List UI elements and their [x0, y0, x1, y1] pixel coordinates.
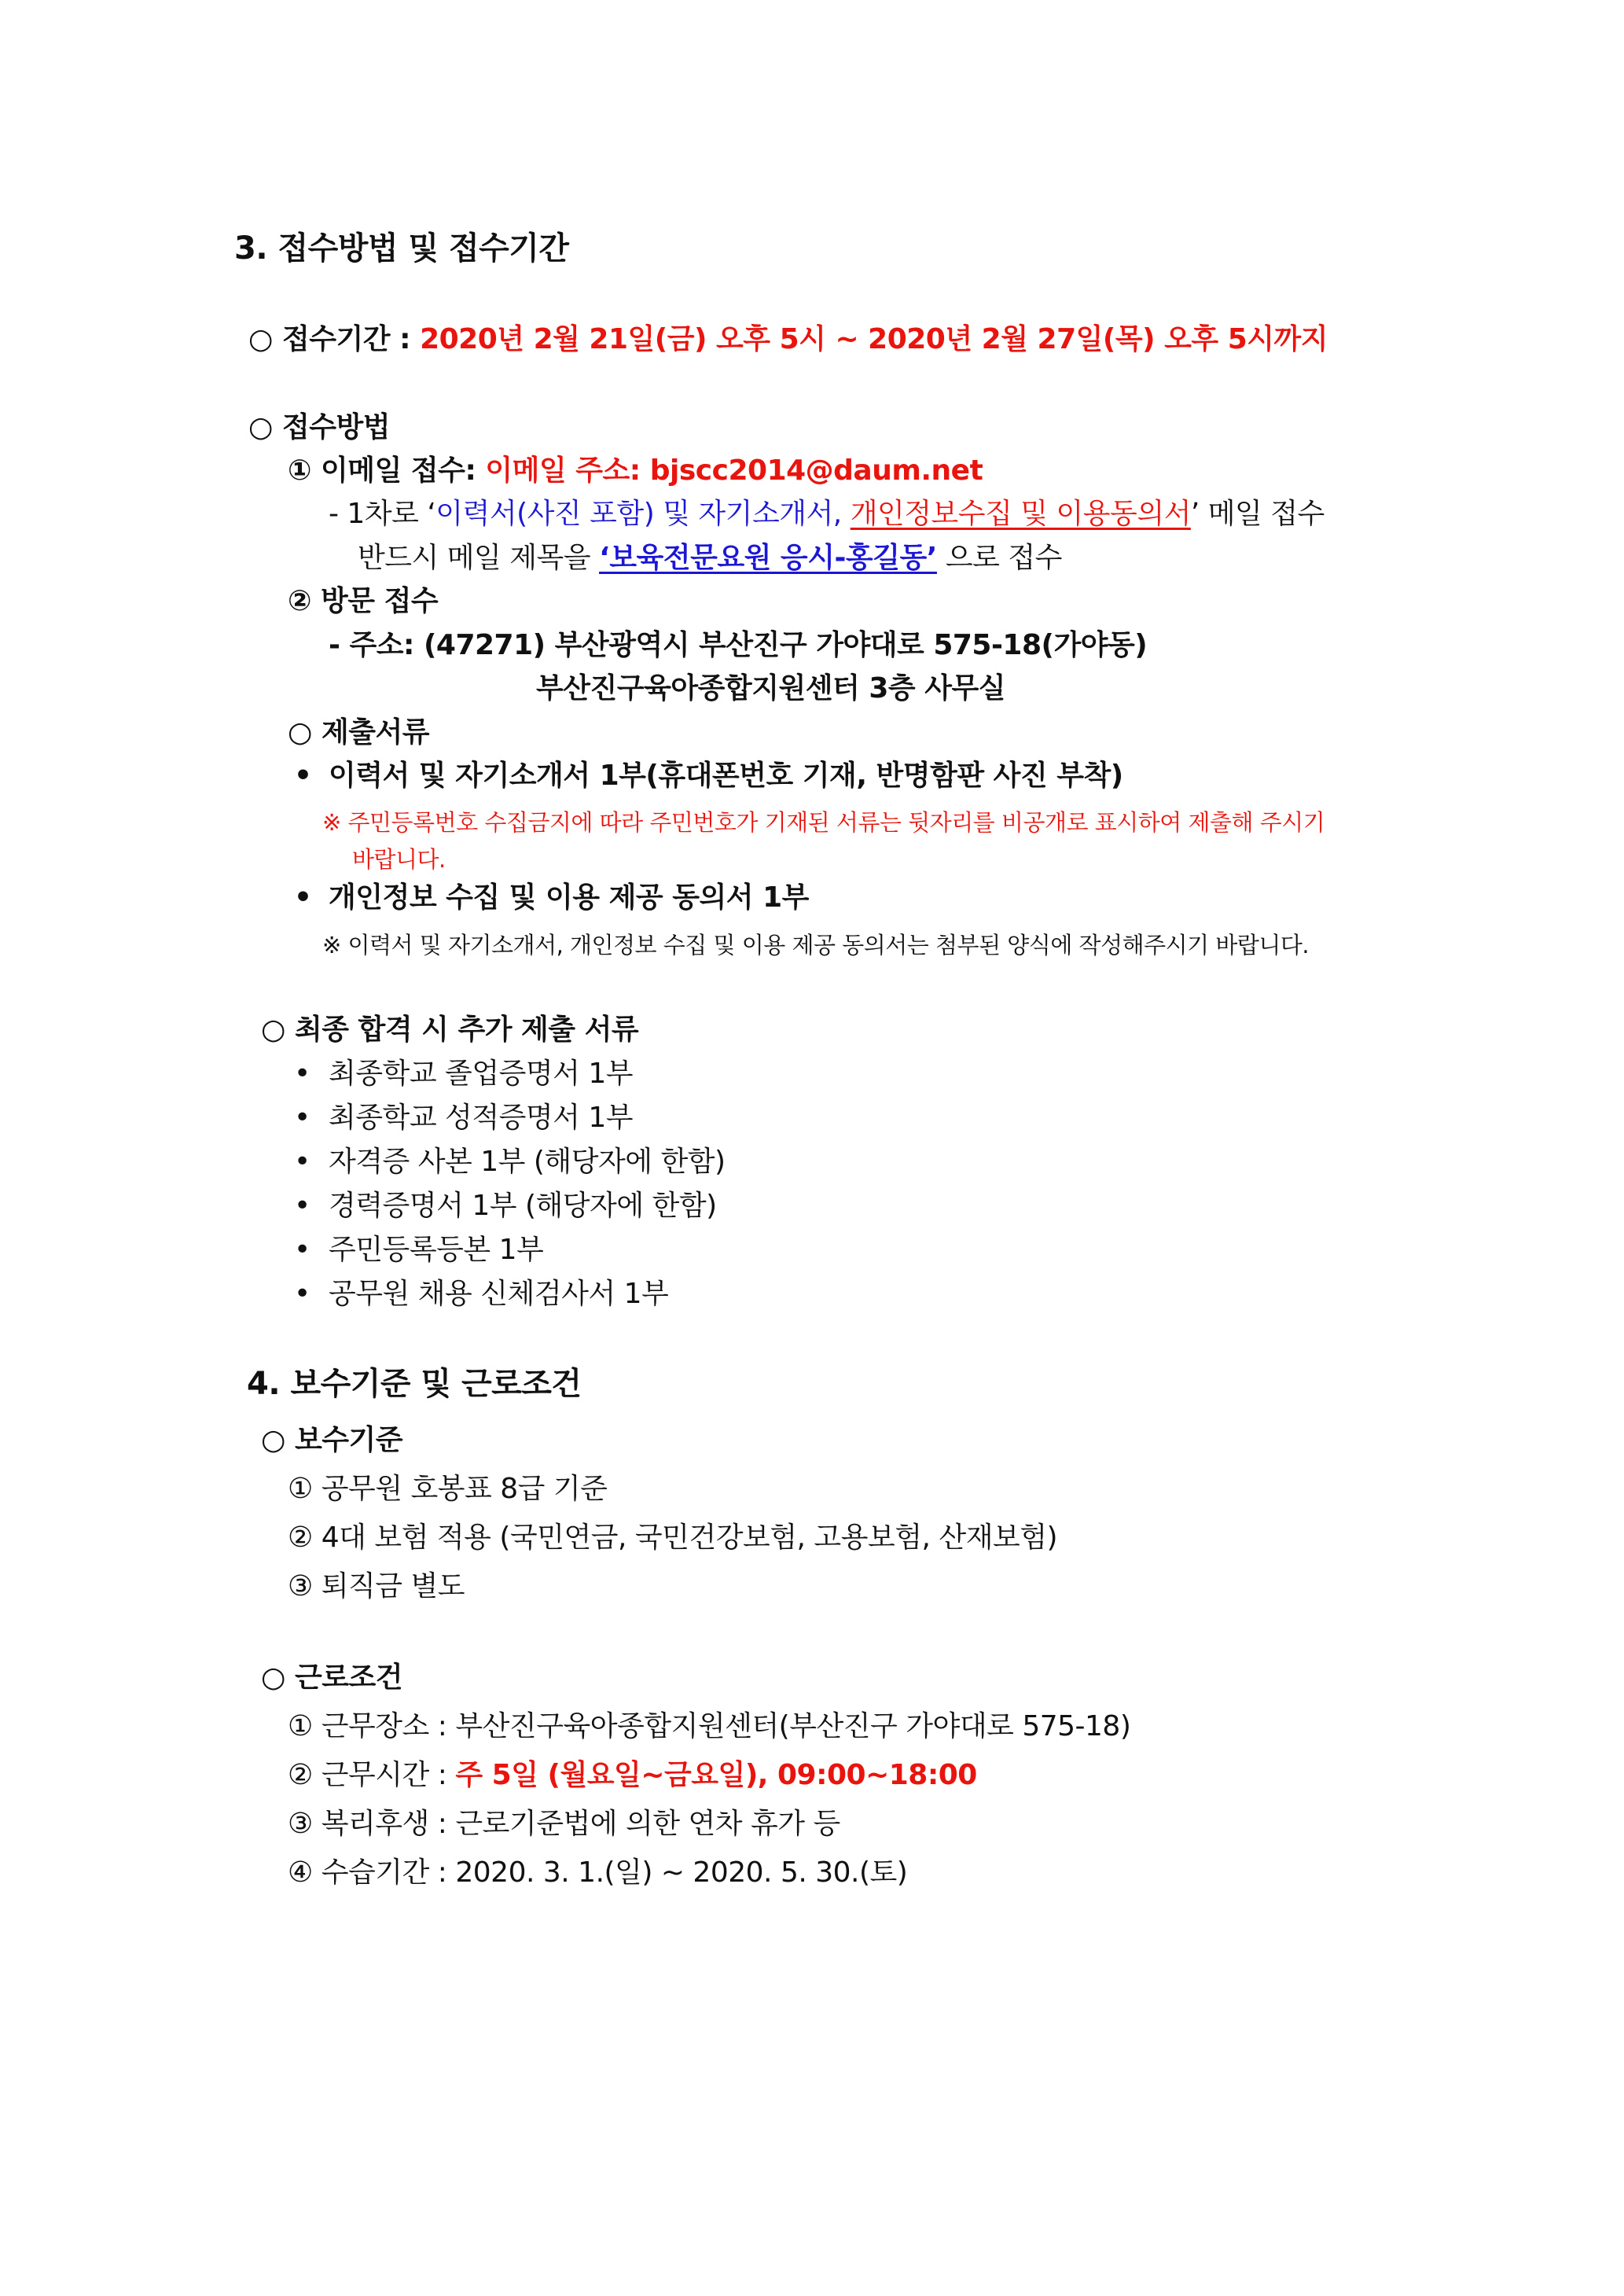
- final-docs-item-text: 최종학교 졸업증명서 1부: [329, 1058, 634, 1090]
- final-docs-item: [294, 1055, 633, 1093]
- instruction-suffix: ’ 메일 접수: [1190, 498, 1325, 530]
- dot-bullet: •: [294, 1146, 310, 1178]
- circle-bullet: ○: [248, 411, 273, 443]
- dot-bullet: •: [294, 1102, 310, 1134]
- section-3-heading: 3. 접수방법 및 접수기간: [234, 230, 569, 267]
- email-instruction-line-1: [329, 495, 1325, 533]
- email-address: bjscc2014@daum.net: [649, 454, 983, 487]
- visit-address-line-1: - 주소: (47271) 부산광역시 부산진구 가야대로 575-18(가야동): [329, 629, 1148, 661]
- circle-bullet: ○: [288, 716, 312, 749]
- dot-bullet: •: [294, 881, 312, 914]
- conditions-label: 근로조건: [294, 1661, 403, 1694]
- period-value: 2020년 2월 21일(금) 오후 5시 ~ 2020년 2월 27일(목) 오후 5시까지: [420, 323, 1328, 355]
- visit-row: [288, 583, 438, 620]
- conditions-row: [261, 1659, 402, 1697]
- documents-label: 제출서류: [321, 716, 430, 749]
- probation-value: 2020. 3. 1.(일) ~ 2020. 5. 30.(토): [455, 1856, 908, 1889]
- final-docs-item-text: 최종학교 성적증명서 1부: [329, 1102, 634, 1134]
- final-docs-item-text: 자격증 사본 1부 (해당자에 한함): [329, 1146, 726, 1178]
- documents-note-2: ※ 이력서 및 자기소개서, 개인정보 수집 및 이용 제공 동의서는 첨부된 양식에 작성해주시기 바랍니다.: [322, 932, 1310, 959]
- number-4: ④: [288, 1856, 313, 1889]
- documents-note-1-line-2: 바랍니다.: [352, 846, 446, 873]
- number-1: ①: [288, 1473, 313, 1505]
- number-2: ②: [288, 585, 311, 617]
- visit-address-line-2: 부산진구육아종합지원센터 3층 사무실: [536, 672, 1006, 705]
- subject-prefix: 반드시 메일 제목을: [358, 542, 591, 574]
- email-instruction-line-2: [358, 539, 1062, 577]
- pay-item-text: 4대 보험 적용 (국민연금, 국민건강보험, 고용보험, 산재보험): [321, 1521, 1058, 1554]
- welfare-label: 복리후생 :: [321, 1808, 447, 1840]
- section-4-heading: 4. 보수기준 및 근로조건: [247, 1366, 582, 1402]
- email-address-label: 이메일 주소:: [485, 454, 641, 487]
- email-subject-example: ‘보육전문요원 응시-홍길동’: [599, 542, 937, 574]
- condition-hours: [288, 1757, 977, 1794]
- hours-label: 근무시간 :: [321, 1759, 447, 1791]
- documents-item-2-text: 개인정보 수집 및 이용 제공 동의서 1부: [329, 881, 809, 914]
- dot-bullet: •: [294, 1190, 310, 1222]
- circle-bullet: ○: [248, 323, 273, 355]
- circle-bullet: ○: [261, 1014, 285, 1046]
- dot-bullet: •: [294, 1278, 310, 1310]
- resume-docs-text: 이력서(사진 포함) 및 자기소개서,: [435, 498, 842, 530]
- final-docs-item: [294, 1187, 717, 1225]
- method-label: 접수방법: [281, 411, 391, 443]
- condition-probation: [288, 1854, 907, 1892]
- documents-item-1: [294, 757, 1123, 795]
- welfare-value: 근로기준법에 의한 연차 휴가 등: [455, 1808, 840, 1840]
- subject-suffix: 으로 접수: [945, 542, 1062, 574]
- final-docs-item-text: 공무원 채용 신체검사서 1부: [329, 1278, 669, 1310]
- instruction-prefix: - 1차로 ‘: [329, 498, 436, 530]
- dot-bullet: •: [294, 1058, 310, 1090]
- pay-row: [261, 1422, 402, 1459]
- documents-row: [288, 714, 429, 752]
- pay-label: 보수기준: [294, 1424, 403, 1456]
- final-docs-item-text: 주민등록등본 1부: [329, 1234, 544, 1266]
- number-2: ②: [288, 1521, 313, 1554]
- condition-welfare: [288, 1805, 840, 1843]
- period-label: 접수기간 :: [281, 323, 411, 355]
- method-row: [248, 409, 390, 447]
- number-3: ③: [288, 1808, 313, 1840]
- place-value: 부산진구육아종합지원센터(부산진구 가야대로 575-18): [455, 1710, 1131, 1742]
- pay-item-text: 공무원 호봉표 8급 기준: [321, 1473, 608, 1505]
- final-docs-item: [294, 1275, 668, 1313]
- probation-label: 수습기간 :: [321, 1856, 447, 1889]
- place-label: 근무장소 :: [321, 1710, 447, 1742]
- condition-place: [288, 1708, 1130, 1746]
- email-label: 이메일 접수:: [321, 454, 476, 487]
- privacy-consent-text: 개인정보수집 및 이용동의서: [850, 498, 1191, 530]
- documents-item-2: [294, 879, 809, 917]
- dot-bullet: •: [294, 1234, 310, 1266]
- dot-bullet: •: [294, 760, 312, 792]
- number-1: ①: [288, 454, 311, 487]
- pay-item: [288, 1519, 1057, 1557]
- documents-note-1-line-1: ※ 주민등록번호 수집금지에 따라 주민번호가 기재된 서류는 뒷자리를 비공개로 표시하여 제출해 주시기: [322, 809, 1325, 836]
- final-docs-item: [294, 1099, 633, 1137]
- hours-value: 주 5일 (월요일~금요일), 09:00~18:00: [455, 1759, 977, 1791]
- pay-item: [288, 1568, 465, 1606]
- number-3: ③: [288, 1570, 313, 1602]
- number-1: ①: [288, 1710, 313, 1742]
- documents-item-1-text: 이력서 및 자기소개서 1부(휴대폰번호 기재, 반명함판 사진 부착): [329, 760, 1123, 792]
- email-row: [288, 452, 983, 490]
- circle-bullet: ○: [261, 1661, 285, 1694]
- final-docs-item-text: 경력증명서 1부 (해당자에 한함): [329, 1190, 717, 1222]
- visit-label: 방문 접수: [321, 585, 439, 617]
- final-docs-item: [294, 1143, 726, 1181]
- circle-bullet: ○: [261, 1424, 285, 1456]
- pay-item-text: 퇴직금 별도: [321, 1570, 465, 1602]
- period-row: [248, 321, 1328, 359]
- final-docs-item: [294, 1231, 543, 1269]
- pay-item: [288, 1470, 607, 1508]
- final-docs-row: [261, 1011, 638, 1049]
- final-docs-label: 최종 합격 시 추가 제출 서류: [294, 1014, 639, 1046]
- number-2: ②: [288, 1759, 313, 1791]
